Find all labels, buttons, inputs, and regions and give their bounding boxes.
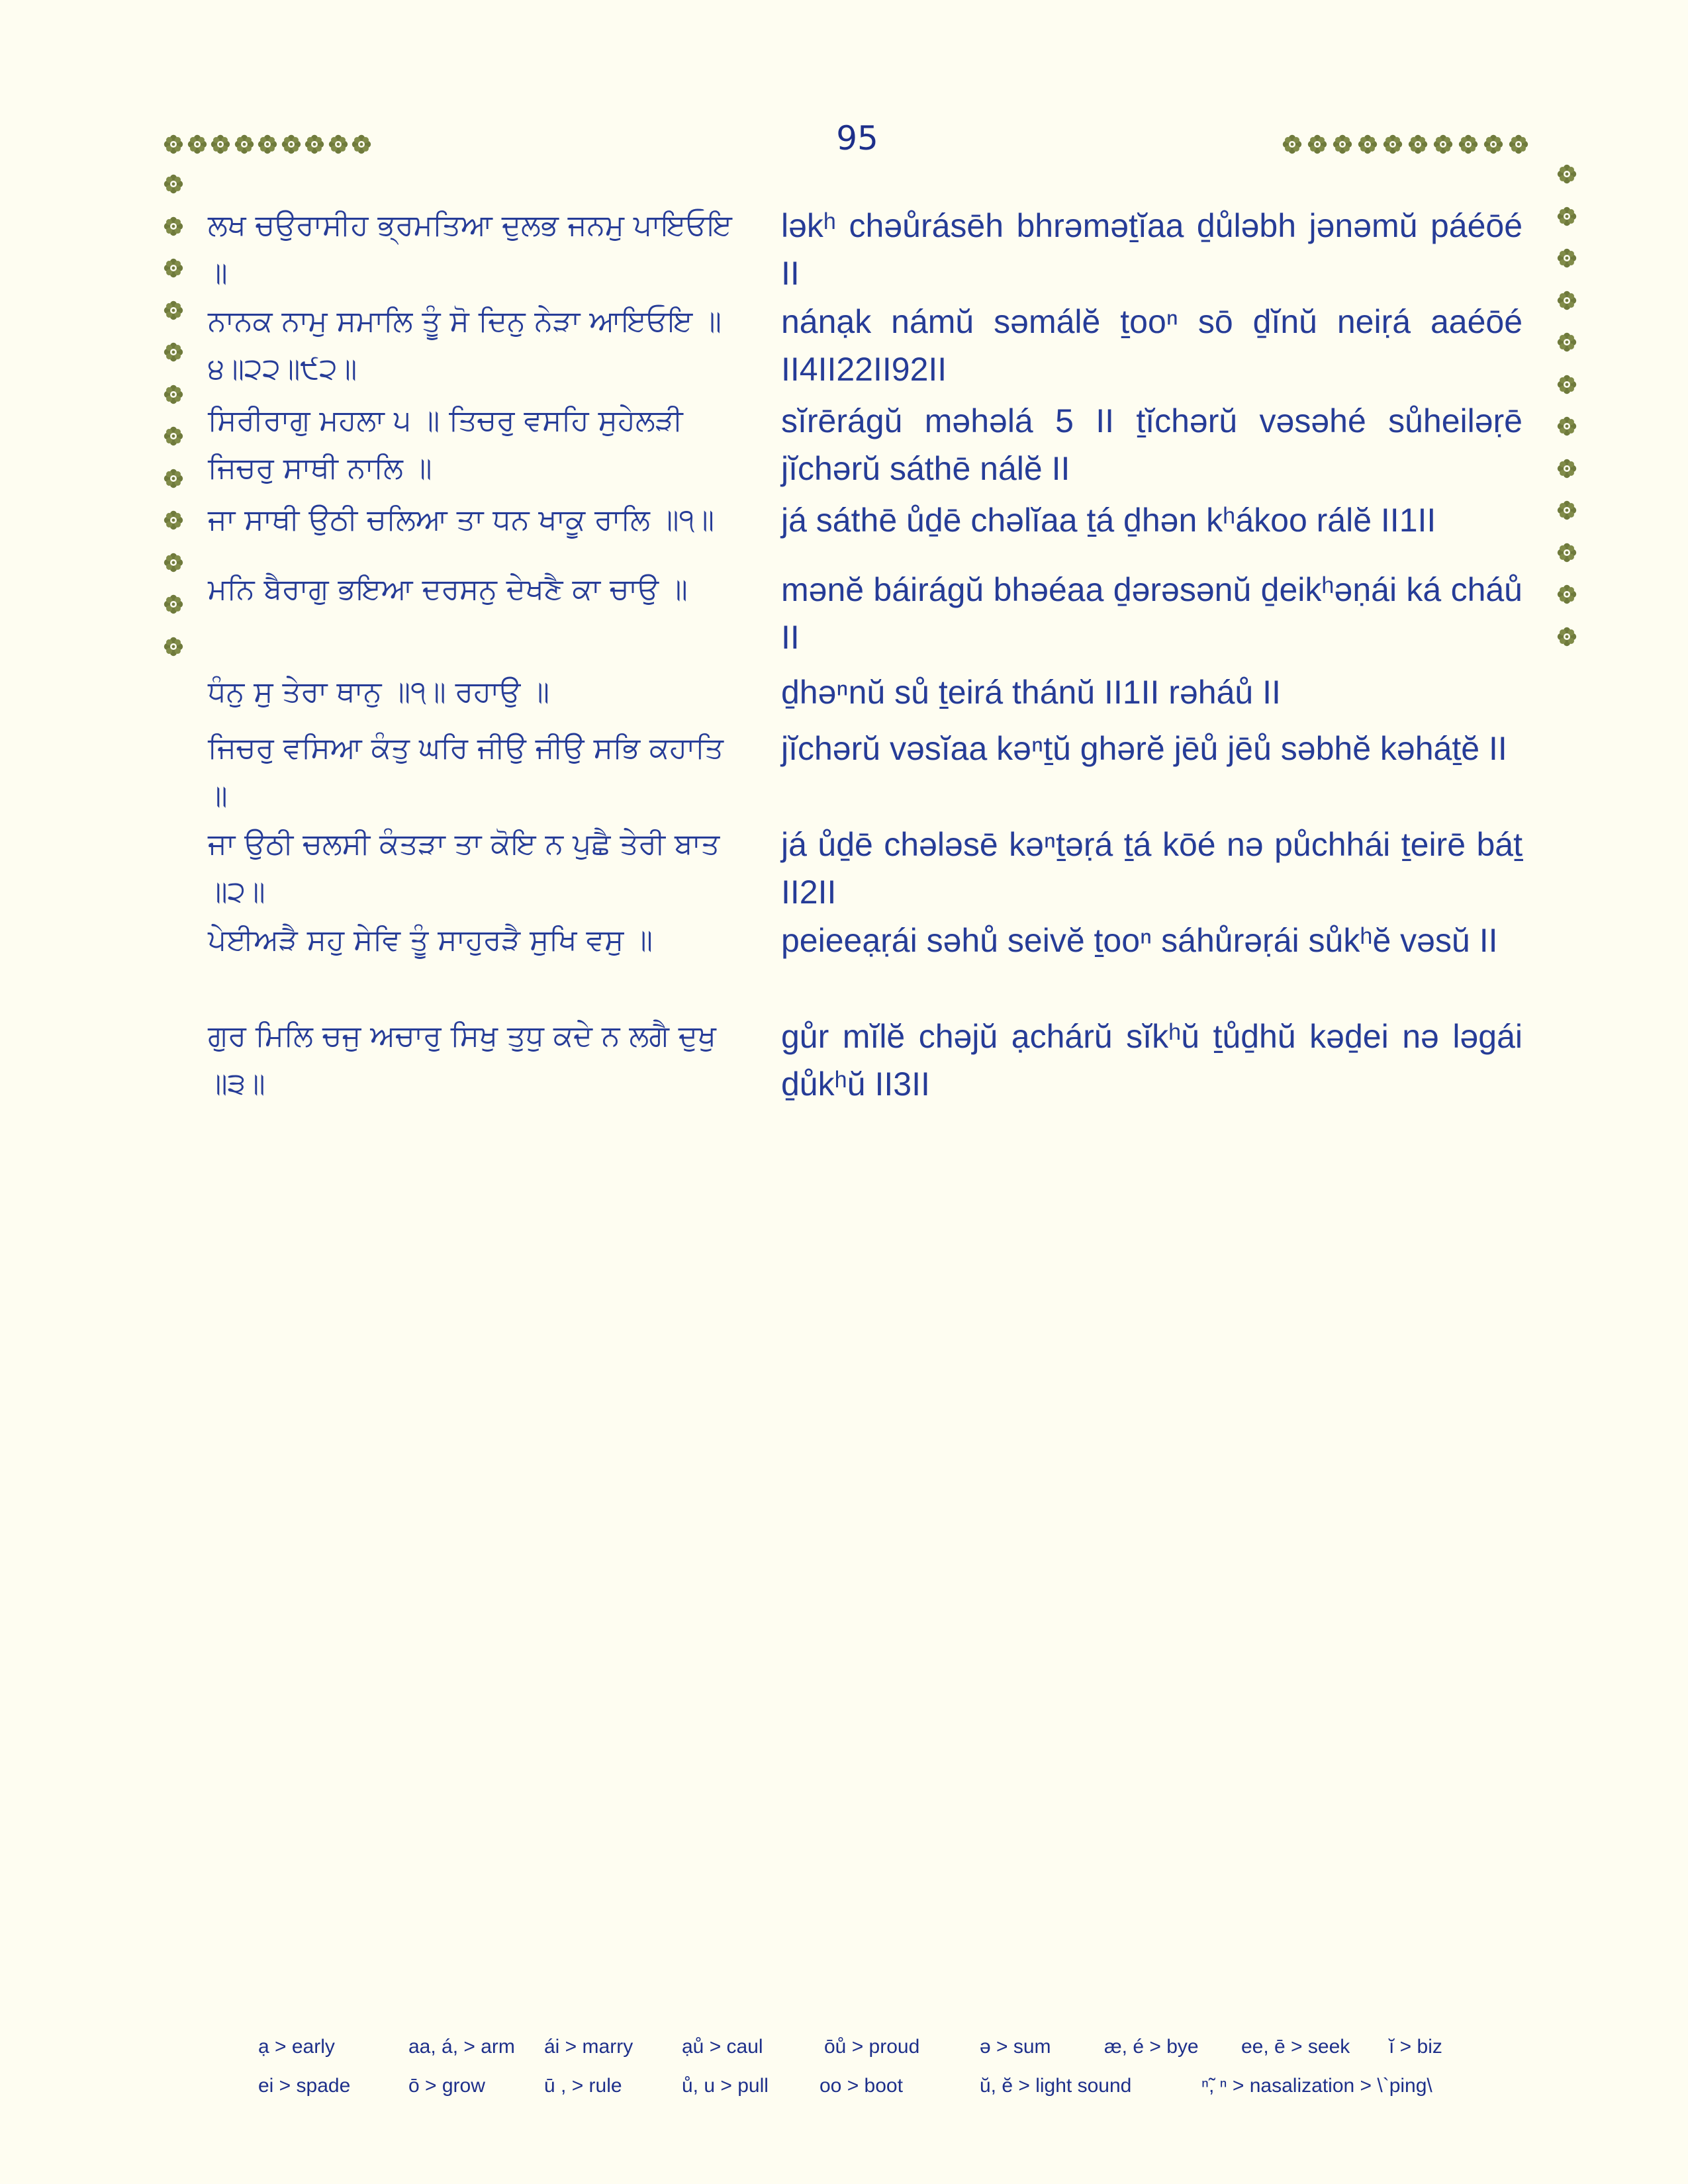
flower-icon (1509, 134, 1528, 154)
flower-icon (1557, 416, 1577, 436)
flower-icon (234, 134, 254, 154)
transliteration-line: já ůḏē chələsē kəⁿṯəṛá ṯá kōé nə půchhái ṯeirē báṯ II2II (781, 826, 1523, 911)
legend-item: oo > boot (820, 2075, 903, 2097)
flower-icon (1557, 248, 1577, 268)
transliteration-line: jĭchərŭ vəsĭaa kəⁿṯŭ ghərĕ jēů jēů səbhĕ kəháṯĕ II (781, 730, 1507, 767)
legend-item: ōů > proud (824, 2036, 920, 2058)
flower-icon (1483, 134, 1503, 154)
flower-icon (164, 258, 183, 278)
transliteration-line: ḏhəⁿnŭ sů ṯeirá thánŭ II1II rəháů II (781, 674, 1281, 711)
flower-icon (187, 134, 207, 154)
flower-icon (1333, 134, 1352, 154)
flower-icon (1557, 164, 1577, 184)
flower-icon (352, 134, 371, 154)
gurmukhi-line: ਨਾਨਕ ਨਾਮੁ ਸਮਾਲਿ ਤੂੰ ਸੋ ਦਿਨੁ ਨੇੜਾ ਆਇਓਇ ॥੪॥੨੨॥੯੨॥ (208, 304, 722, 386)
page-number: 95 (836, 119, 878, 158)
flower-icon (211, 134, 230, 154)
flower-icon (1557, 543, 1577, 563)
legend-item: ⁿ̃, ⁿ > nasalization > \`ping\ (1201, 2075, 1432, 2097)
legend-item: ei > spade (258, 2075, 351, 2097)
flower-icon (1458, 134, 1478, 154)
gurmukhi-line: ਪੇਈਅੜੈ ਸਹੁ ਸੇਵਿ ਤੂੰ ਸਾਹੁਰੜੈ ਸੁਖਿ ਵਸੁ ॥ (208, 923, 653, 957)
flower-icon (164, 553, 183, 572)
flower-icon (1408, 134, 1428, 154)
gurmukhi-line: ਸਿਰੀਰਾਗੁ ਮਹਲਾ ੫ ॥ ਤਿਚਰੁ ਵਸਹਿ ਸੁਹੇਲੜੀ ਜਿਚਰੁ ਸਾਥੀ ਨਾਲਿ ॥ (208, 404, 683, 485)
gurmukhi-line: ਜਾ ਸਾਥੀ ਉਠੀ ਚਲਿਆ ਤਾ ਧਨ ਖਾਕੂ ਰਾਲਿ ॥੧॥ (208, 503, 715, 537)
flower-icon (1557, 291, 1577, 310)
flower-icon (164, 174, 183, 194)
flower-icon (164, 216, 183, 236)
flower-icon (1383, 134, 1403, 154)
flower-icon (164, 469, 183, 488)
flower-icon (1358, 134, 1378, 154)
gurmukhi-line: ਮਨਿ ਬੈਰਾਗੁ ਭਇਆ ਦਰਸਨੁ ਦੇਖਣੈ ਕਾ ਚਾਉ ॥ (208, 572, 688, 606)
gurmukhi-line: ਲਖ ਚਉਰਾਸੀਹ ਭ੍ਰਮਤਿਆ ਦੁਲਭ ਜਨਮੁ ਪਾਇਓਇ ॥ (208, 208, 732, 290)
flower-icon (164, 342, 183, 362)
flower-icon (1557, 459, 1577, 478)
transliteration-line: gůr mĭlĕ chəjŭ ạchárŭ sĭkʰŭ ṯůḏhŭ kəḏei nə ləgái ḏůkʰŭ II3II (781, 1018, 1523, 1103)
flower-icon (1307, 134, 1327, 154)
gurmukhi-line: ਧੰਨੁ ਸੁ ਤੇਰਾ ਥਾਨੁ ॥੧॥ ਰਹਾਉ ॥ (208, 675, 549, 709)
flower-icon (305, 134, 324, 154)
legend-item: ō > grow (408, 2075, 485, 2097)
legend-item: ŭ, ĕ > light sound (980, 2075, 1132, 2097)
flower-icon (164, 594, 183, 614)
legend-item: ů, u > pull (682, 2075, 769, 2097)
transliteration-line: peieeạṛái səhů seivĕ ṯooⁿ sáhůrəṛái sůkʰĕ vəsŭ II (781, 922, 1498, 959)
legend-item: ạů > caul (682, 2036, 763, 2058)
gurmukhi-line: ਜਿਚਰੁ ਵਸਿਆ ਕੰਤੁ ਘਰਿ ਜੀਉ ਜੀਉ ਸਭਿ ਕਹਾਤਿ ॥ (208, 731, 724, 813)
flower-icon (164, 510, 183, 530)
flower-icon (328, 134, 348, 154)
flower-icon (1282, 134, 1302, 154)
legend-item: ū , > rule (544, 2075, 622, 2097)
flower-icon (164, 300, 183, 320)
flower-icon (1433, 134, 1453, 154)
legend-item: ee, ē > seek (1241, 2036, 1350, 2058)
flower-icon (164, 385, 183, 404)
legend-item: ạ > early (258, 2036, 335, 2058)
legend-item: ái > marry (544, 2036, 633, 2058)
flower-icon (281, 134, 301, 154)
flower-icon (164, 637, 183, 657)
transliteration-line: ləkʰ chəůrásēh bhrəməṯĭaa ḏůləbh jənəmŭ páéōé II (781, 207, 1523, 292)
transliteration-line: sĭrērágŭ məhəlá 5 II ṯĭchərŭ vəsəhé sůheiləṛē jĭchərŭ sáthē nálĕ II (781, 402, 1523, 487)
flower-icon (164, 426, 183, 446)
legend-item: aa, á, > arm (408, 2036, 515, 2058)
gurmukhi-line: ਗੁਰ ਮਿਲਿ ਚਜੁ ਅਚਾਰੁ ਸਿਖੁ ਤੁਧੁ ਕਦੇ ਨ ਲਗੈ ਦੁਖੁ ॥੩॥ (208, 1019, 716, 1101)
flower-icon (1557, 206, 1577, 226)
flower-icon (258, 134, 277, 154)
flower-icon (1557, 627, 1577, 647)
transliteration-line: mənĕ báirágŭ bhəéaa ḏərəsənŭ ḏeikʰəṇái ká cháů II (781, 571, 1523, 656)
flower-icon (1557, 332, 1577, 352)
transliteration-line: já sáthē ůḏē chəlĭaa ṯá ḏhən kʰákoo rálĕ II1II (781, 502, 1436, 539)
flower-icon (1557, 584, 1577, 604)
flower-icon (1557, 500, 1577, 520)
flower-icon (1557, 375, 1577, 394)
gurmukhi-line: ਜਾ ਉਠੀ ਚਲਸੀ ਕੰਤੜਾ ਤਾ ਕੋਇ ਨ ਪੁਛੈ ਤੇਰੀ ਬਾਤ ॥੨॥ (208, 827, 720, 909)
legend-item: ĭ > biz (1389, 2036, 1442, 2058)
transliteration-line: nánạk námŭ səmálĕ ṯooⁿ sō ḏĭnŭ neiṛá aaéōé II4II22II92II (781, 303, 1523, 388)
legend-item: ə > sum (980, 2036, 1051, 2058)
legend-item: æ, é > bye (1104, 2036, 1199, 2058)
flower-icon (164, 134, 183, 154)
